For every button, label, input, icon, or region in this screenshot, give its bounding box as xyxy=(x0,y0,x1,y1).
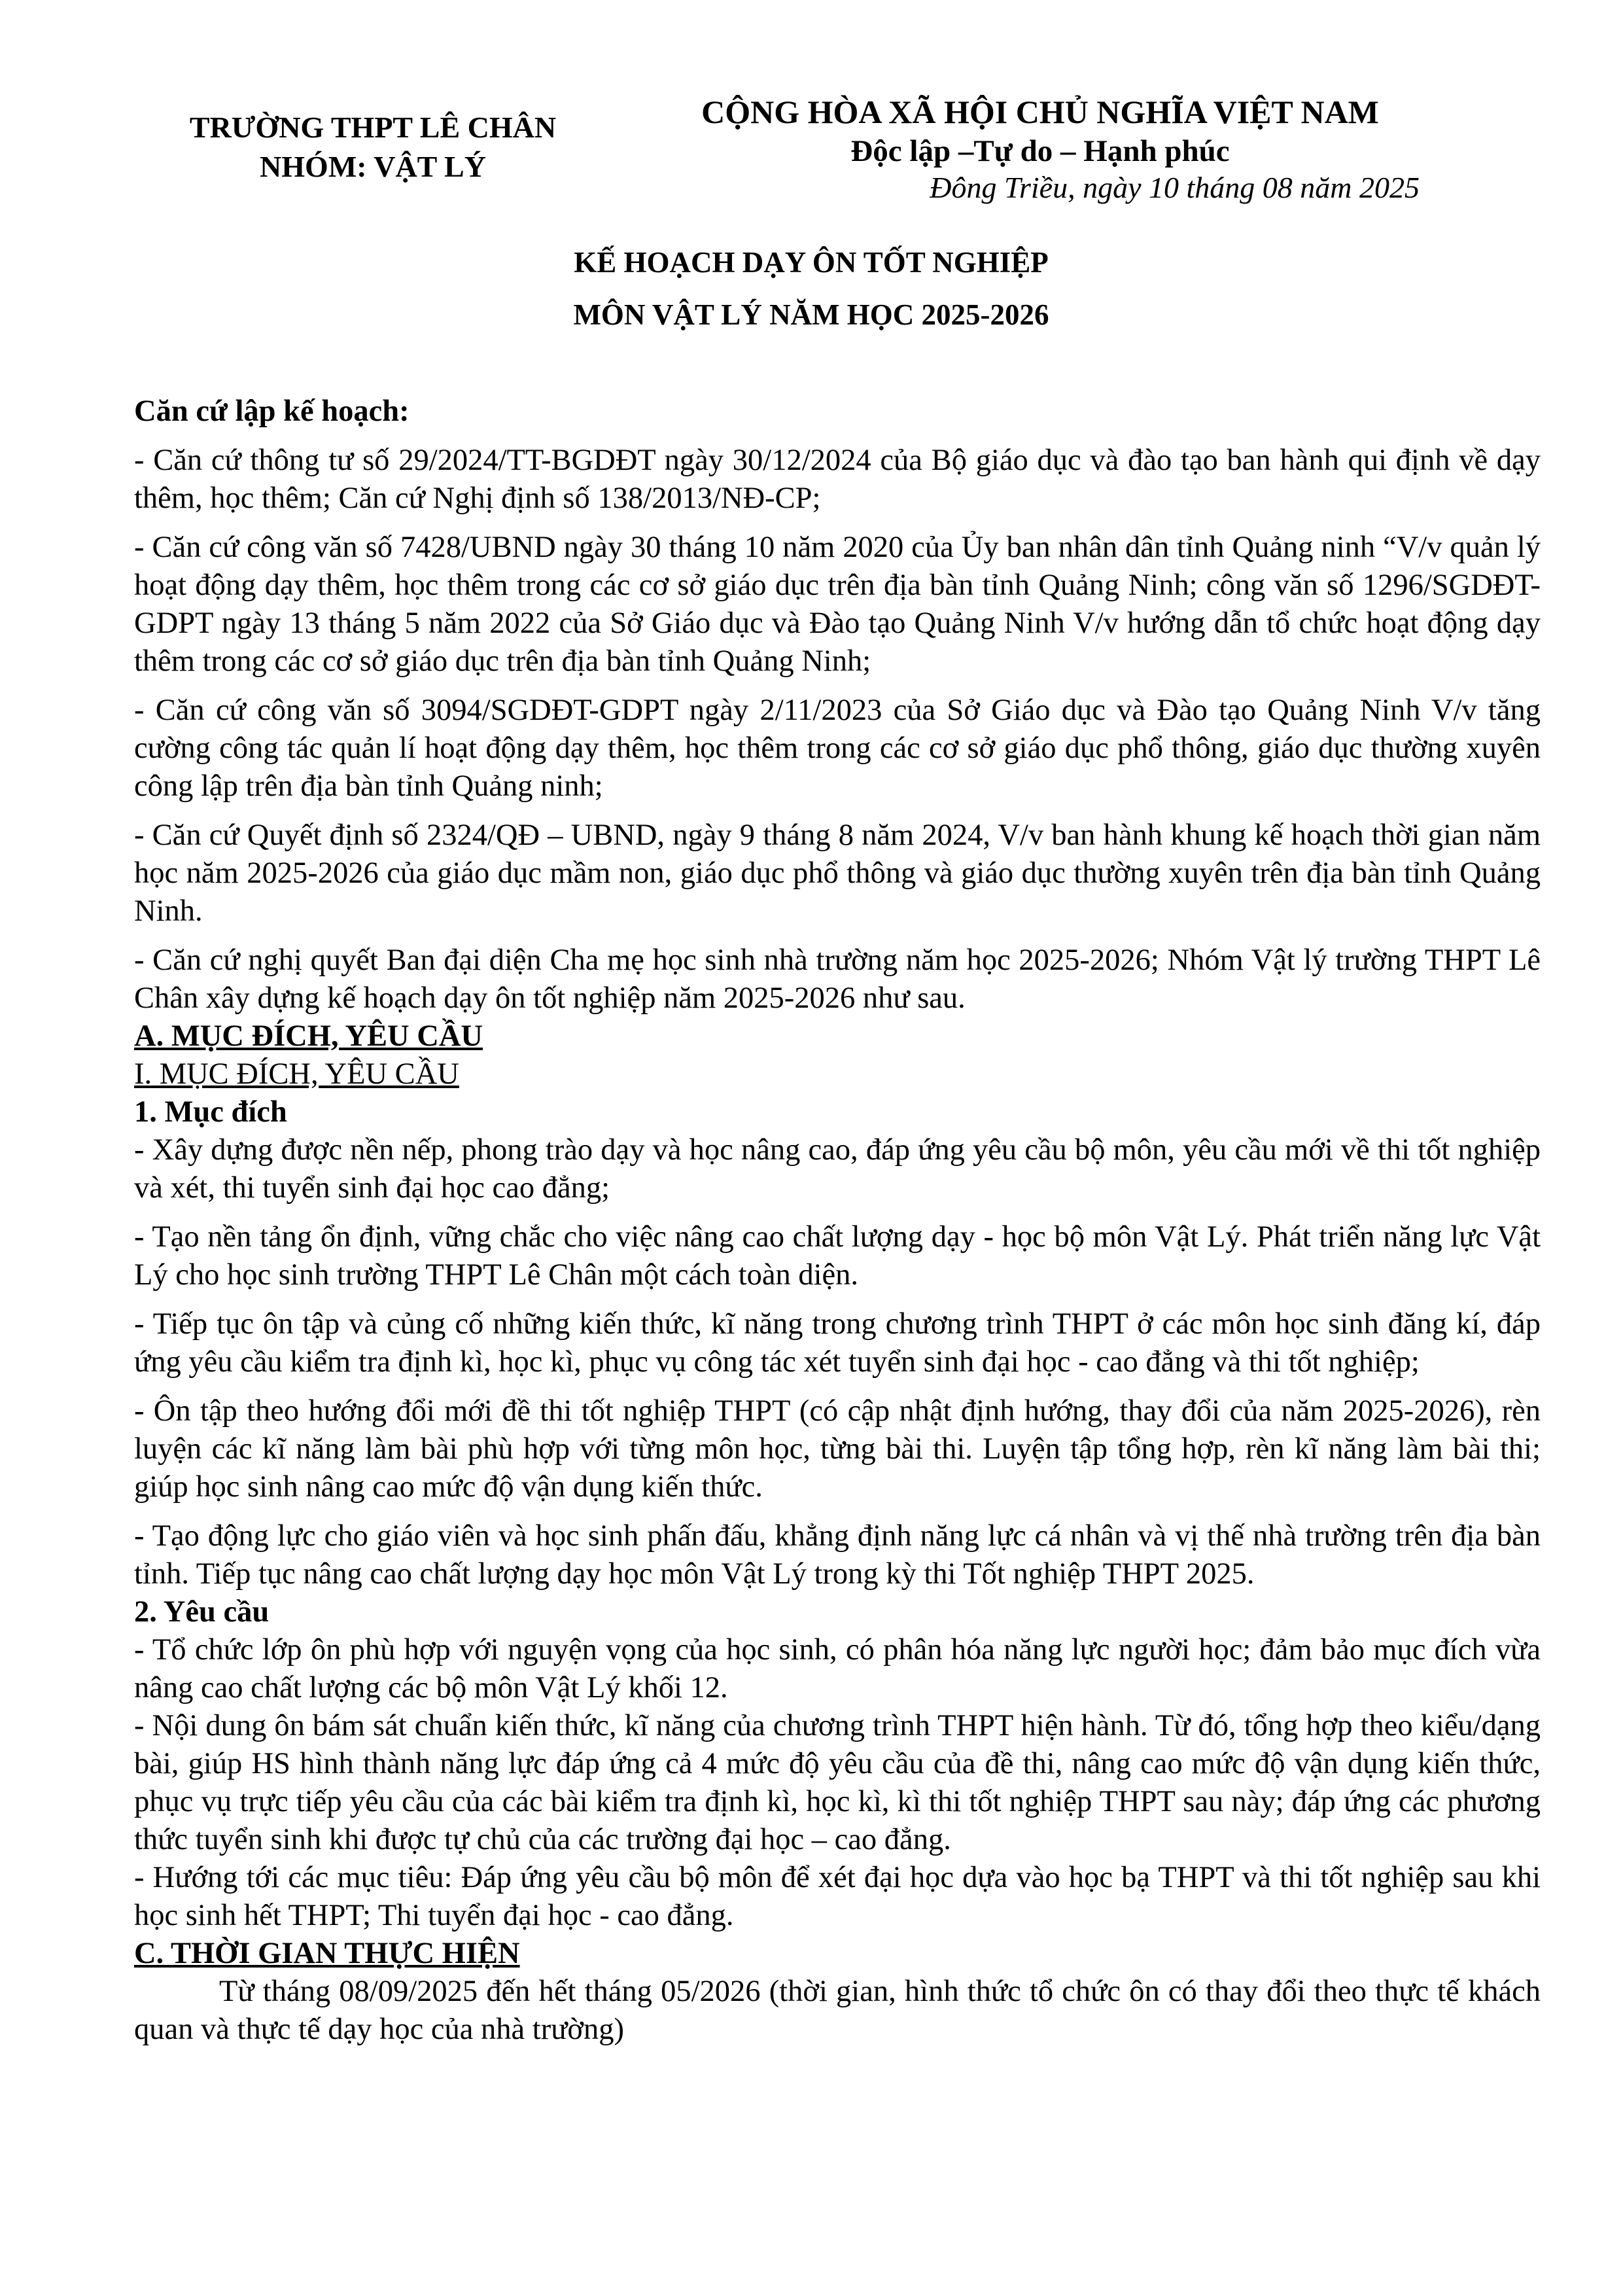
requirements-heading: 2. Yêu cầu xyxy=(134,1595,270,1629)
basis-heading: Căn cứ lập kế hoạch: xyxy=(134,395,410,428)
header-right xyxy=(654,92,1426,170)
basis-item: - Căn cứ công văn số 7428/UBND ngày 30 tháng 10 năm 2020 của Ủy ban nhân dân tỉnh Quảng ninh “V/v quản lý hoạt động dạy thêm, học thêm trong các cơ sở giáo dục trên địa bàn tỉnh Quảng Ninh; công văn số 1296/SGDĐT- GDPT ngày 13 tháng 5 năm 2022 của Sở Giáo dục và Đào tạo Quảng Ninh V/v hướng dẫn tổ chức hoạt động dạy thêm trong các cơ sở giáo dục trên địa bàn tỉnh Quảng Ninh; xyxy=(134,531,1541,678)
document-subtitle: MÔN VẬT LÝ NĂM HỌC 2025-2026 xyxy=(573,298,1049,331)
basis-item: - Căn cứ thông tư số 29/2024/TT-BGDĐT ngày 30/12/2024 của Bộ giáo dục và đào tạo ban hành qui định về dạy thêm, học thêm; Căn cứ Nghị định số 138/2013/NĐ-CP; xyxy=(134,444,1541,515)
purpose-item: - Tạo động lực cho giáo viên và học sinh phấn đấu, khẳng định năng lực cá nhân và vị thế nhà trường trên địa bàn tỉnh. Tiếp tục nâng cao chất lượng dạy học môn Vật Lý trong kỳ thi Tốt nghiệp THPT 2025. xyxy=(134,1519,1541,1591)
purpose-item: - Ôn tập theo hướng đổi mới đề thi tốt nghiệp THPT (có cập nhật định hướng, thay đổi của năm 2025-2026), rèn luyện các kĩ năng làm bài phù hợp với từng môn học, từng bài thi. Luyện tập tổng hợp, rèn kĩ năng làm bài thi; giúp học sinh nâng cao mức độ vận dụng kiến thức. xyxy=(134,1394,1541,1504)
section-c-heading: C. THỜI GIAN THỰC HIỆN xyxy=(134,1937,520,1970)
purpose-heading: 1. Mục đích xyxy=(134,1095,287,1129)
basis-item: - Căn cứ Quyết định số 2324/QĐ – UBND, ngày 9 tháng 8 năm 2024, V/v ban hành khung kế hoạch thời gian năm học năm 2025-2026 của giáo dục mầm non, giáo dục phổ thông và giáo dục thường xuyên trên địa bàn tỉnh Quảng Ninh. xyxy=(134,819,1541,928)
requirement-item: - Tổ chức lớp ôn phù hợp với nguyện vọng của học sinh, có phân hóa năng lực người học; đảm bảo mục đích vừa nâng cao chất lượng các bộ môn Vật Lý khối 12. xyxy=(134,1633,1541,1704)
requirement-item: - Hướng tới các mục tiêu: Đáp ứng yêu cầu bộ môn để xét đại học dựa vào học bạ THPT và thi tốt nghiệp sau khi học sinh hết THPT; Thi tuyển đại học - cao đẳng. xyxy=(134,1861,1541,1932)
purpose-item: - Tạo nền tảng ổn định, vững chắc cho việc nâng cao chất lượng dạy - học bộ môn Vật Lý. Phát triển năng lực Vật Lý cho học sinh trường THPT Lê Chân một cách toàn diện. xyxy=(134,1220,1541,1292)
basis-item: - Căn cứ công văn số 3094/SGDĐT-GDPT ngày 2/11/2023 của Sở Giáo dục và Đào tạo Quảng Ninh V/v tăng cường công tác quản lí hoạt động dạy thêm, học thêm trong các cơ sở giáo dục phổ thông, giáo dục thường xuyên công lập trên địa bàn tỉnh Quảng ninh; xyxy=(134,694,1541,803)
school-name: TRƯỜNG THPT LÊ CHÂN xyxy=(189,111,557,144)
header-left xyxy=(164,108,582,186)
purpose-item: - Tiếp tục ôn tập và củng cố những kiến thức, kĩ năng trong chương trình THPT ở các môn học sinh đăng kí, đáp ứng yêu cầu kiểm tra định kì, học kì, phục vụ công tác xét tuyển sinh đại học - cao đẳng và thi tốt nghiệp; xyxy=(134,1307,1541,1379)
section-a-heading: A. MỤC ĐÍCH, YÊU CẦU xyxy=(134,1019,483,1053)
purpose-item: - Xây dựng được nền nếp, phong trào dạy và học nâng cao, đáp ứng yêu cầu bộ môn, yêu cầu mới về thi tốt nghiệp và xét, thi tuyển sinh đại học cao đẳng; xyxy=(134,1133,1541,1205)
section-c-text: Từ tháng 08/09/2025 đến hết tháng 05/2026 (thời gian, hình thức tổ chức ôn có thay đổi theo thực tế khách quan và thực tế dạy học của nhà trường) xyxy=(134,1975,1541,2046)
motto: Độc lập –Tự do – Hạnh phúc xyxy=(850,134,1230,168)
section-i-heading: I. MỤC ĐÍCH, YÊU CẦU xyxy=(134,1057,459,1091)
requirement-item: - Nội dung ôn bám sát chuẩn kiến thức, kĩ năng của chương trình THPT hiện hành. Từ đó, tổng hợp theo kiểu/dạng bài, giúp HS hình thành năng lực đáp ứng cả 4 mức độ yêu cầu của đề thi, nâng cao mức độ vận dụng kiến thức, phục vụ trực tiếp yêu cầu của các bài kiểm tra định kì, học kì, kì thi tốt nghiệp THPT sau này; đáp ứng các phương thức tuyển sinh khi được tự chủ của các trường đại học – cao đẳng. xyxy=(134,1709,1541,1856)
document-body xyxy=(134,393,1541,2049)
document-title: KẾ HOẠCH DẠY ÔN TỐT NGHIỆP xyxy=(574,246,1049,279)
nation-name: CỘNG HÒA XÃ HỘI CHỦ NGHĨA VIỆT NAM xyxy=(701,94,1379,130)
date-line xyxy=(654,170,1426,205)
date-text: Đông Triều, ngày 10 tháng 08 năm 2025 xyxy=(930,171,1420,204)
group-name: NHÓM: VẬT LÝ xyxy=(260,150,486,183)
basis-item: - Căn cứ nghị quyết Ban đại diện Cha mẹ học sinh nhà trường năm học 2025-2026; Nhóm Vật lý trường THPT Lê Chân xây dựng kế hoạch dạy ôn tốt nghiệp năm 2025-2026 như sau. xyxy=(134,944,1541,1015)
